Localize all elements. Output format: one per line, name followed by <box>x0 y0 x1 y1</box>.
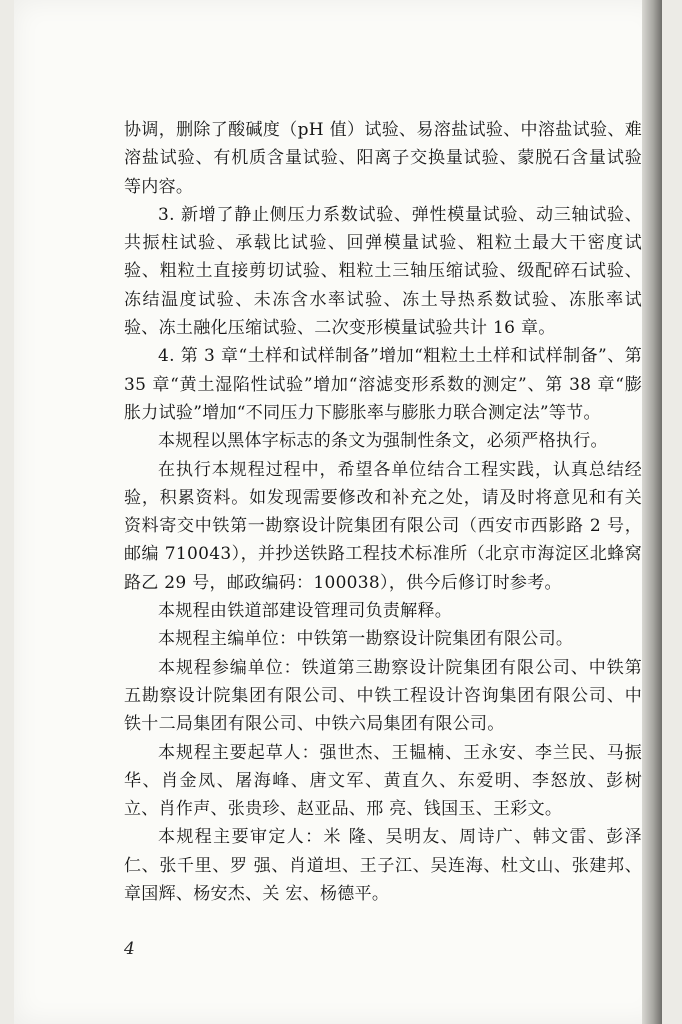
body-text <box>124 116 642 908</box>
page-number: 4 <box>124 939 135 959</box>
paragraph-mandatory-clauses: 本规程以黑体字标志的条文为强制性条文，必须严格执行。 <box>158 431 608 452</box>
paragraph-added-tests: 3. 新增了静止侧压力系数试验、弹性模量试验、动三轴试验、共振柱试验、承载比试验、回弹模量试验、粗粒土最大干密度试验、粗粒土直接剪切试验、粗粒土三轴压缩试验、级配碎石试验、冻结温度试验、未冻含水率试验、冻土导热系数试验、冻胀率试验、冻土融化压缩试验、二次变形模量试验共计 16 章。 <box>124 204 642 339</box>
paragraph-drafters: 本规程主要起草人：强世杰、王韫楠、王永安、李兰民、马振华、肖金凤、屠海峰、唐文军、黄直久、东爱明、李怒放、彭树立、肖作声、张贵珍、赵亚品、邢 亮、钱国玉、王彩文。 <box>124 742 642 820</box>
document-page <box>14 0 662 1024</box>
page-edge-shadow <box>642 0 662 1024</box>
paragraph-chief-editor: 本规程主编单位：中铁第一勘察设计院集团有限公司。 <box>158 629 574 650</box>
paragraph-feedback-contact: 在执行本规程过程中，希望各单位结合工程实践，认真总结经验，积累资料。如发现需要修改和补充之处，请及时将意见和有关资料寄交中铁第一勘察设计院集团有限公司（西安市西影路 2 号，邮编 710043），并抄送铁路工程技术标准所（北京市海淀区北蜂窝路乙 29 号，邮政编码：100038），供今后修订时参考。 <box>124 459 642 593</box>
paragraph-participating-units: 本规程参编单位：铁道第三勘察设计院集团有限公司、中铁第五勘察设计院集团有限公司、中铁工程设计咨询集团有限公司、中铁十二局集团有限公司、中铁六局集团有限公司。 <box>124 657 642 735</box>
paragraph-added-sections: 4. 第 3 章“土样和试样制备”增加“粗粒土土样和试样制备”、第 35 章“黄土湿陷性试验”增加“溶滤变形系数的测定”、第 38 章“膨胀力试验”增加“不同压力下膨胀率与膨胀力联合测定法”等节。 <box>124 346 642 423</box>
paragraph-deleted-tests: 协调，删除了酸碱度（pH 值）试验、易溶盐试验、中溶盐试验、难溶盐试验、有机质含量试验、阳离子交换量试验、蒙脱石含量试验等内容。 <box>124 120 642 197</box>
paragraph-reviewers: 本规程主要审定人：米 隆、吴明友、周诗广、韩文雷、彭泽仁、张千里、罗 强、肖道坦、王子江、吴连海、杜文山、张建邦、章国辉、杨安杰、关 宏、杨德平。 <box>124 827 642 905</box>
paragraph-interpretation: 本规程由铁道部建设管理司负责解释。 <box>158 601 453 622</box>
